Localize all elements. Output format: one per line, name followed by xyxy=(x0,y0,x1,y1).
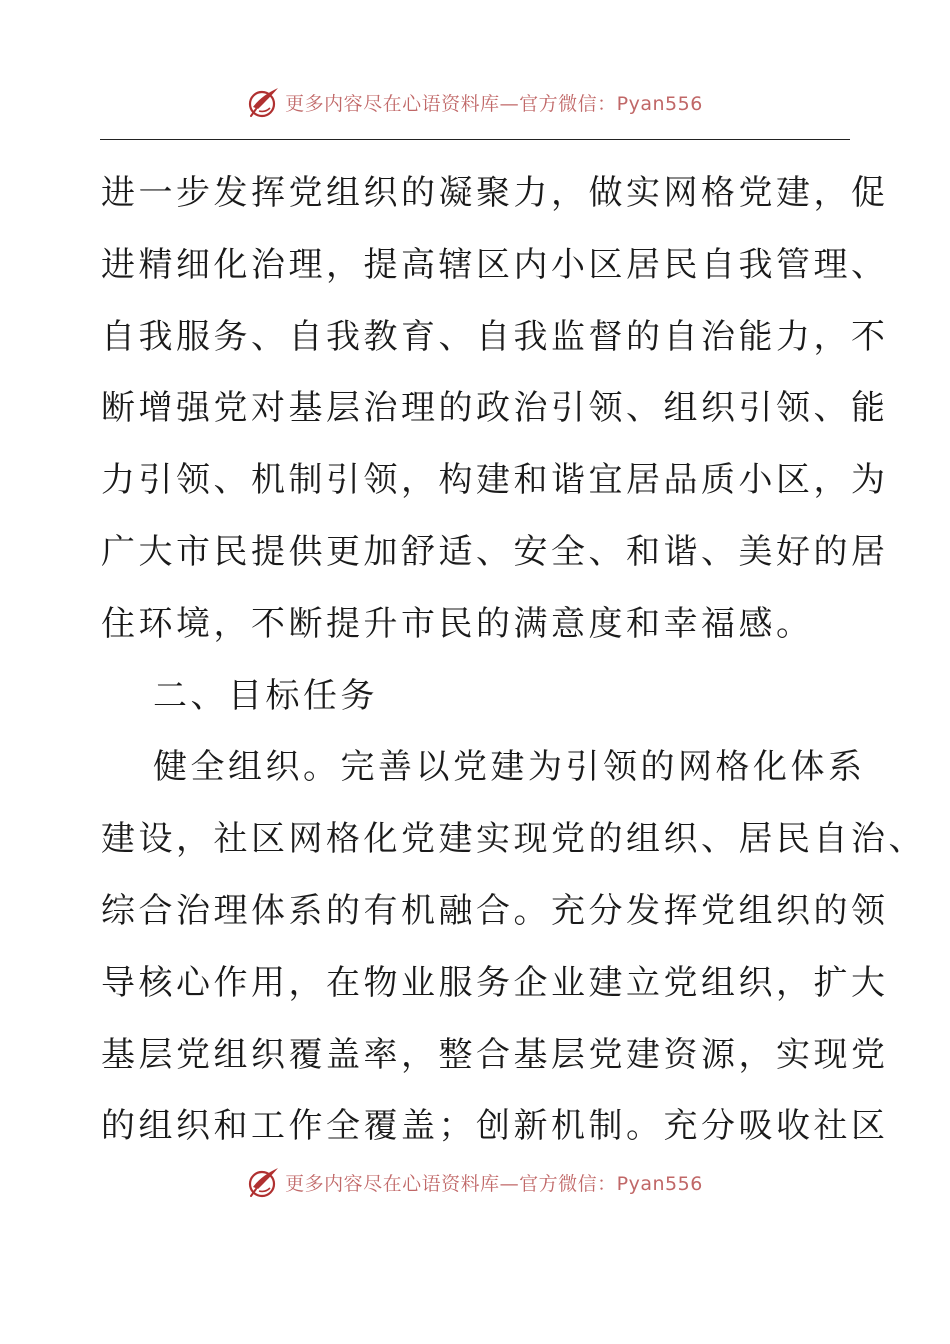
footer-banner-text xyxy=(285,1169,703,1196)
body-line: 力引领、机制引领，构建和谐宜居品质小区，为 xyxy=(101,460,889,501)
body-line: 综合治理体系的有机融合。充分发挥党组织的领 xyxy=(101,890,889,931)
document-body xyxy=(101,158,926,1163)
body-line: 断增强党对基层治理的政治引领、组织引领、能 xyxy=(101,388,889,429)
body-line: 自我服务、自我教育、自我监督的自治能力，不 xyxy=(101,316,889,357)
body-line: 导核心作用，在物业服务企业建立党组织，扩大 xyxy=(101,962,889,1003)
quill-logo-icon xyxy=(247,1165,281,1199)
quill-logo-icon xyxy=(247,85,281,119)
footer-banner-prefix: 更多内容尽在心语资料库—官方微信： xyxy=(285,1172,617,1195)
header-banner-inner xyxy=(247,85,703,119)
footer-wechat-id: Pyan556 xyxy=(616,1172,703,1195)
header-banner xyxy=(0,80,950,124)
body-line: 的组织和工作全覆盖；创新机制。充分吸收社区 xyxy=(101,1106,889,1147)
body-line: 进一步发挥党组织的凝聚力，做实网格党建，促 xyxy=(101,173,889,213)
footer-banner-inner xyxy=(247,1165,703,1199)
body-line: 建设，社区网格化党建实现党的组织、居民自治、 xyxy=(101,819,926,860)
body-line: 基层党组织覆盖率，整合基层党建资源，实现党 xyxy=(101,1034,889,1075)
paragraph-first-line: 健全组织。完善以党建为引领的网格化体系 xyxy=(153,747,866,788)
header-banner-prefix: 更多内容尽在心语资料库—官方微信： xyxy=(285,92,617,115)
section-heading: 二、目标任务 xyxy=(153,675,378,716)
header-wechat-id: Pyan556 xyxy=(616,92,703,115)
header-banner-text xyxy=(285,89,703,116)
body-line: 进精细化治理，提高辖区内小区居民自我管理、 xyxy=(101,244,889,285)
body-line: 住环境，不断提升市民的满意度和幸福感。 xyxy=(101,603,814,644)
body-line: 广大市民提供更加舒适、安全、和谐、美好的居 xyxy=(101,531,889,572)
footer-banner xyxy=(0,1160,950,1204)
header-divider xyxy=(100,139,850,140)
